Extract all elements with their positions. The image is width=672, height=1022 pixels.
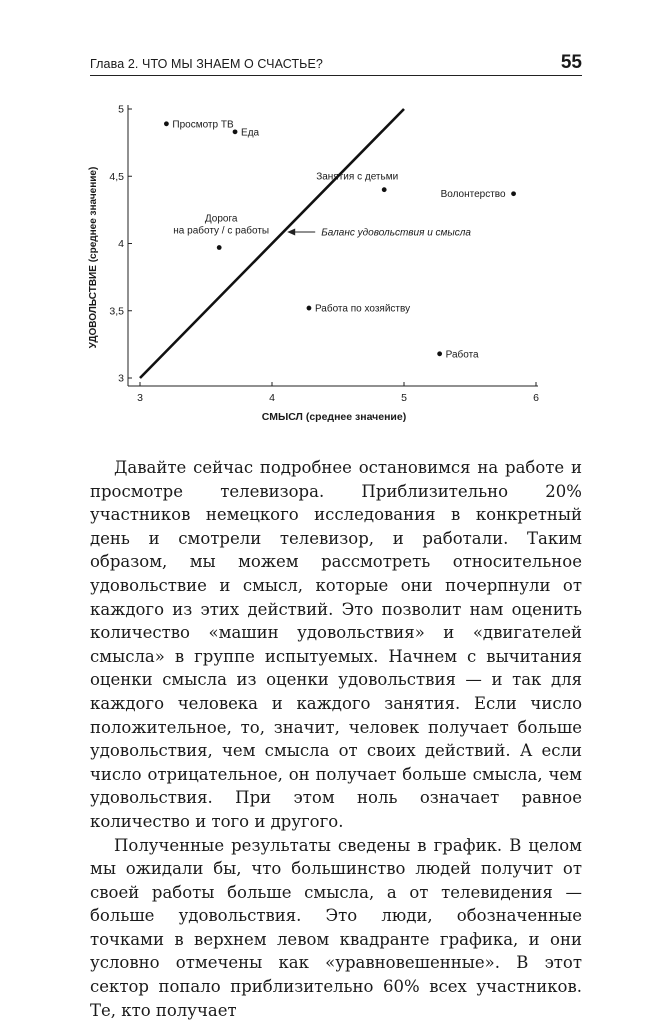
balance-line <box>140 109 404 378</box>
data-point <box>511 191 516 196</box>
data-point <box>382 187 387 192</box>
paragraph: Полученные результаты сведены в график. В целом мы ожидали бы, что большинство людей получит от своей работы больше смысла, а от телевидения — больше удовольствия. Это люди, обозначенные точками в верхнем левом квадранте графика, и они условно отмечены как «уравновешенные». В этот сектор попало приблизительно 60% всех участников. Те, кто получает <box>90 834 582 1022</box>
point-label: Еда <box>241 127 260 138</box>
data-point <box>437 351 442 356</box>
point-label: Волонтерство <box>441 189 506 200</box>
header-rule <box>90 75 582 76</box>
x-tick-label: 3 <box>137 392 143 404</box>
point-label: Работа по хозяйству <box>315 303 410 315</box>
y-tick-label: 5 <box>118 104 124 116</box>
chart-svg <box>0 90 672 435</box>
x-axis-title: СМЫСЛ (среднее значение) <box>262 411 406 423</box>
data-point <box>164 121 169 126</box>
data-point <box>217 245 222 250</box>
point-label: Дорога на работу / с работы <box>173 214 269 237</box>
point-label: Занятия с детьми <box>316 172 398 183</box>
y-tick-label: 3,5 <box>109 305 124 317</box>
page-number: 55 <box>561 52 582 74</box>
scatter-chart <box>0 90 672 435</box>
x-tick-label: 6 <box>533 392 539 404</box>
point-label: Просмотр ТВ <box>172 119 234 130</box>
running-header <box>90 54 582 74</box>
annotation-arrowhead <box>287 229 295 236</box>
y-tick-label: 4 <box>118 238 124 250</box>
data-point <box>233 129 238 134</box>
body-text <box>90 456 582 1022</box>
y-tick-label: 4,5 <box>109 171 124 183</box>
chapter-title: Глава 2. ЧТО МЫ ЗНАЕМ О СЧАСТЬЕ? <box>90 57 323 71</box>
y-tick-label: 3 <box>118 373 124 385</box>
paragraph: Давайте сейчас подробнее остановимся на работе и просмотре телевизора. Приблизительно 20% участников немецкого исследования в конкретный день и смотрели телевизор, и работали. Таким образом, мы можем рассмотреть относительное удовольствие и смысл, которые они почерпнули от каждого из этих действий. Это позволит нам оценить количество «машин удовольствия» и «двигателей смысла» в группе испытуемых. Начнем с вычитания оценки смысла из оценки удовольствия — и так для каждого человека и каждого занятия. Если число положительное, то, значит, человек получает больше удовольствия, чем смысла от своих действий. А если число отрицательное, он получает больше смысла, чем удовольствия. При этом ноль означает равное количество и того и другого. <box>90 456 582 834</box>
x-tick-label: 5 <box>401 392 407 404</box>
y-axis-title: УДОВОЛЬСТВИЕ (среднее значение) <box>88 167 99 349</box>
data-point <box>307 306 312 311</box>
point-label: Работа <box>446 348 479 360</box>
x-tick-label: 4 <box>269 392 275 404</box>
annotation-label: Баланс удовольствия и смысла <box>321 228 471 239</box>
